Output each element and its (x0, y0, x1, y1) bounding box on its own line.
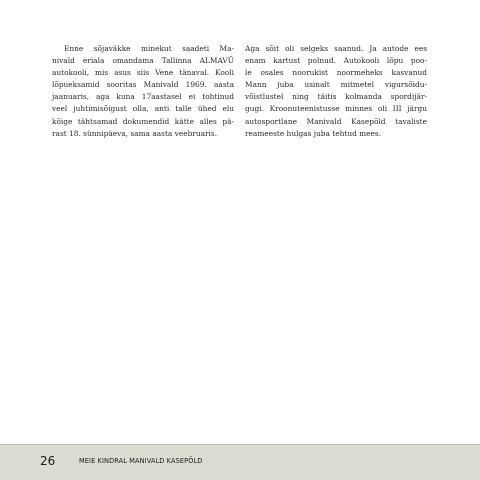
text-line: võistlustel ning täitis kolmanda spordijär- (245, 92, 427, 102)
running-title: MEIE KINDRAL MANIVALD KASEPÕLD (79, 457, 203, 465)
text-column-left (52, 43, 234, 140)
text-line: Mann juba usinalt mitmetel vigursõidu- (245, 80, 427, 90)
text-line: autokooli, mis asus siis Vene tänaval. Kooli (52, 68, 234, 78)
text-line: Aga sõit oli selgeks saanud. Ja autode ees (245, 44, 427, 53)
text-line: jaanuaris, aga kuna 17aastasel ei tohtinud (52, 92, 234, 102)
text-line: autosportlane Manivald Kasepõld tavaliste (245, 116, 427, 126)
text-line: kõige tähtsamad dokumendid kätte alles pä- (52, 116, 234, 126)
text-line: le osales noorukist noormeheks kasvanud (245, 68, 427, 78)
text-line: nivald eriala omandama Tallinna ALMAVÜ (52, 56, 234, 66)
text-line: veel juhtimisõigust olla, anti talle ühed elu (52, 104, 234, 114)
text-line: enam kartust polnud. Autokooli lõpu poo- (245, 56, 427, 66)
text-line: Enne sõjaväkke minekut saadeti Ma- (64, 44, 234, 53)
page-footer (0, 444, 480, 480)
text-column-right (245, 43, 427, 140)
text-line: lõpueksamid sooritas Manivald 1969. aasta (52, 80, 234, 90)
text-line: rast 18. sünnipäeva, sama aasta veebruaris. (52, 128, 218, 138)
text-line: reameeste hulgas juba tehtud mees. (245, 128, 382, 138)
text-line: gugi. Kroonuteenistusse minnes oli III järgu (245, 104, 427, 114)
page-number: 26 (40, 454, 56, 468)
